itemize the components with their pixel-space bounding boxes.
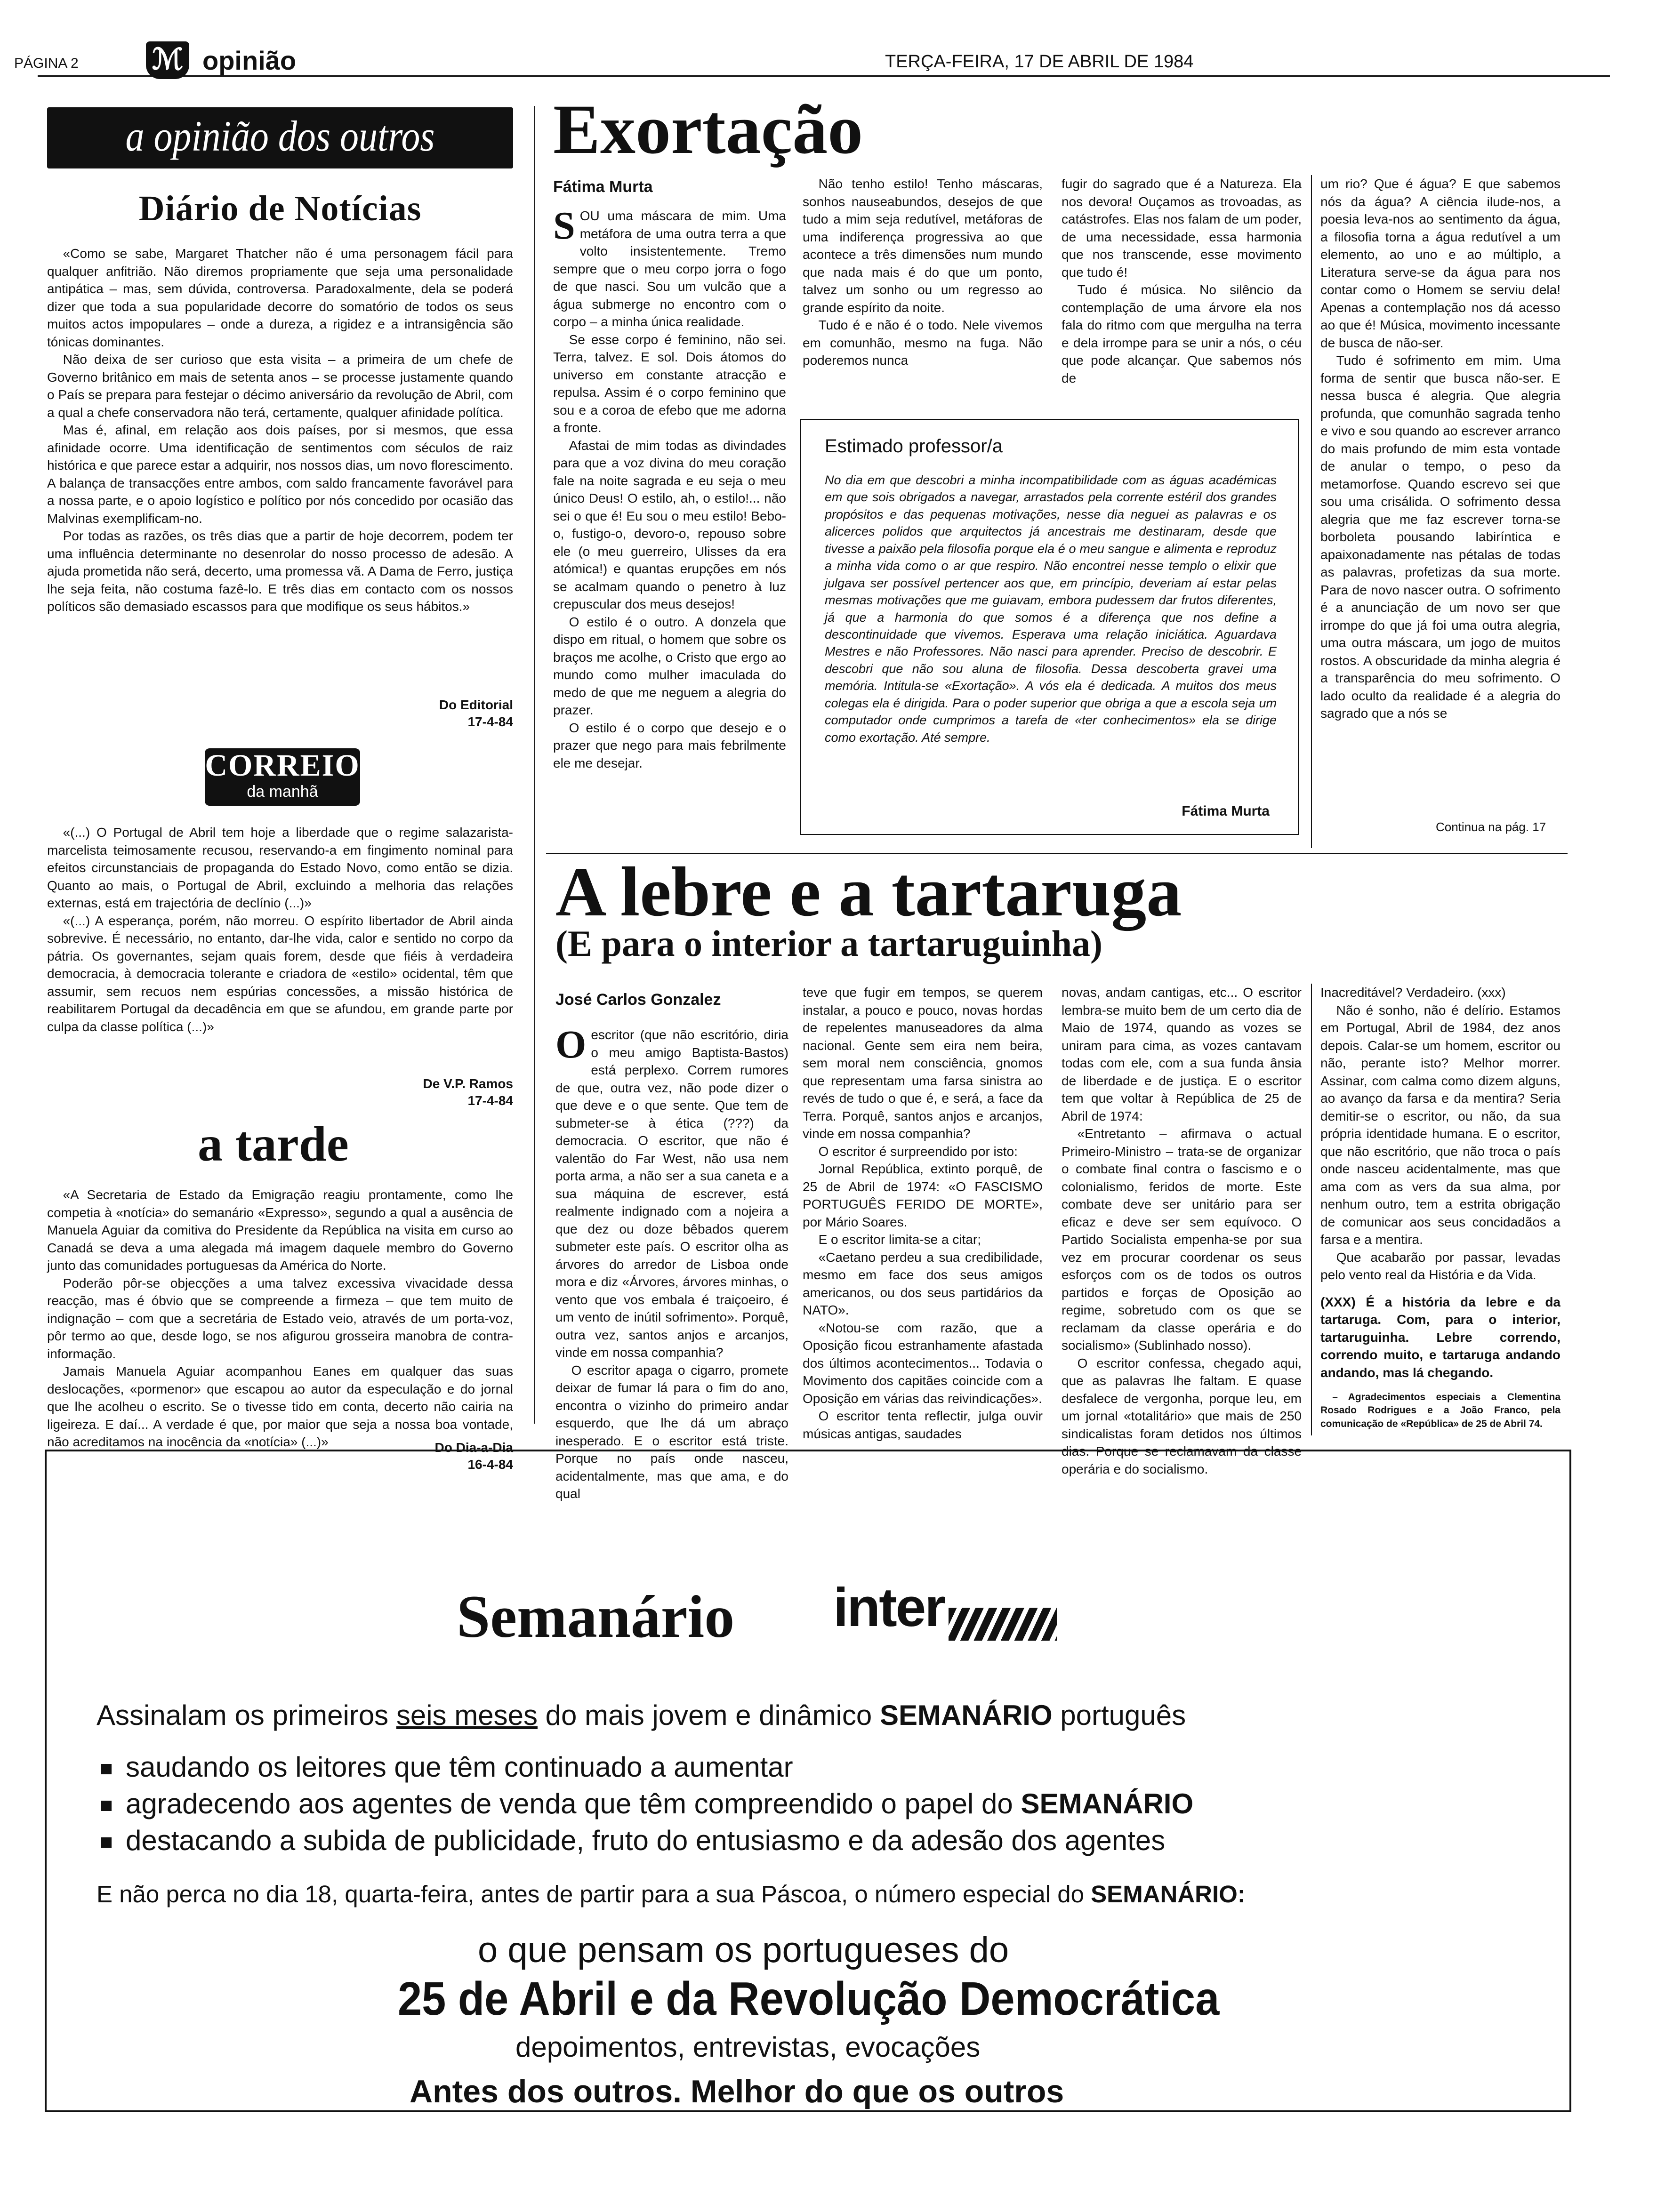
cm-date: 17-4-84: [467, 1093, 513, 1108]
lebre-paragraph: O escritor confessa, chegado aqui, que as palavras lhe faltam. E quase desfalece de vergonha, porque leu, em um jornal «totalitário» que mais de 250 sindicalistas foram detidos nos últimos dias. Porque se reclamavam da classe operária e do socialismo.: [1062, 1355, 1302, 1476]
ad-line3: o que pensam os portugueses do: [478, 1930, 1009, 1970]
ad-line2: E não perca no dia 18, quarta-feira, antes de partir para a sua Páscoa, o número especial do SEMANÁRIO:: [97, 1881, 1246, 1907]
opiniao-outros-banner: [47, 107, 513, 168]
lebre-paragraph: Não é sonho, não é delírio. Estamos em Portugal, Abril de 1984, dez anos depois. Calar-se um homem, escritor ou não, perante isto? Melhor morrer. Assinar, com calma como dizem alguns, ao avanço da farsa e da mentira? Seria demitir-se o escritor, ou não, da sua própria identidade humana. E o escritor, que não escritório, que não troca o país onde nasceu acidentalmente, mas que ama com as vers da sua alma, por nenhum outro, tem a estrita obrigação de comunicar aos seus concidadãos a farsa e a mentira.: [1320, 1002, 1560, 1247]
exortacao-author: Fátima Murta: [553, 178, 653, 196]
ad-brand2: inter: [833, 1577, 945, 1638]
lebre-paragraph: teve que fugir em tempos, se querem instalar, a pouco e pouco, novas hordas de repelentes manuseadores da alma nacional. Gente sem eira nem beira, sem moral nem consciência, gnomos que representam uma farsa sinistra ao revés de tudo o que é, e será, a face da Terra. Porquê, santos anjos e arcanjos, vinde em nossa companhia?: [803, 985, 1043, 1141]
ad-line1: Assinalam os primeiros seis meses do mais jovem e dinâmico SEMANÁRIO português: [97, 1699, 1186, 1731]
exortacao-paragraph: Tudo é sofrimento em mim. Uma forma de sentir que busca não-ser. E nessa busca é alegria. Que alegria profunda, que comunhão sagrada tenho e vivo e sou quando ao escrever arranco do mais profundo de mim esta vontade de anular o tempo, o peso da metamorfose. Quando escrevo sei que sou uma crisálida. O sofrimento dessa alegria que me faz escrever torna-se borboleta pousando labiríntica e apaixonadamente nas pétalas de todas as palavras, profetizas da sua morte. Para de novo nascer outra. O sofrimento é a anunciação de um novo ser que irrompe do que já foi uma outra alegria, uma outra máscara, um jogo de muitos rostos. A obscuridade da minha alegria é a transparência do meu sofrimento. O lado oculto da realidade é a alegria do sagrado que a nós se: [1320, 353, 1560, 721]
exortacao-col1: [553, 204, 786, 772]
a-tarde-masthead: a tarde: [198, 1116, 349, 1171]
banner-text: a opinião dos outros: [125, 112, 435, 160]
cm-paragraph: «(...) O Portugal de Abril tem hoje a liberdade que o regime salazarista-marcelista teimosamente recusou, reservando-a em fingimento nominal para efeitos circunstanciais de propaganda do Estado Novo, como então se dizia. Quanto ao mais, o Portugal de Abril, excluindo a melhoria das relações externas, está em trajectória de declínio (...)»: [47, 825, 513, 911]
lebre-paragraph: «Notou-se com razão, que a Oposição ficou estranhamente afastada dos últimos acontecimentos... Todavia o Movimento dos capitães coincide com a Oposição em várias das reivindicações».: [803, 1320, 1043, 1406]
ad-stripes-icon: [949, 1608, 1057, 1641]
continua-note: Continua na pág. 17: [1436, 820, 1546, 834]
estimado-professor-box: [800, 419, 1299, 835]
ad-inter-logo: [833, 1577, 1097, 1638]
at-source: Do Dia-a-Dia: [434, 1440, 513, 1455]
at-paragraph: «A Secretaria de Estado da Emigração reagiu prontamente, como lhe competia à «notícia» do semanário «Expresso», segundo a qual a ausência de Manuela Aguiar da comitiva do Presidente da República na visita em curso ao Canadá se deva a uma alegada má imagem daquele membro do Governo junto das comunidades portuguesas da América do Norte.: [47, 1187, 513, 1273]
exortacao-paragraph: fugir do sagrado que é a Natureza. Ela nos devora! Ouçamos as trovoadas, as catástrofes. Elas nos falam de um poder, de uma necessidade, essa harmonia que nos transcende, esse movimento que tudo é!: [1062, 176, 1302, 280]
box-signature: Fátima Murta: [1182, 803, 1270, 819]
exortacao-paragraph: Tudo é e não é o todo. Nele vivemos em comunhão, mesmo na fuga. Não poderemos nunca: [803, 318, 1043, 368]
lebre-title: A lebre e a tartaruga: [555, 853, 1182, 931]
exortacao-paragraph: Se esse corpo é feminino, não sei. Terra, talvez. E sol. Dois átomos do universo em constante atracção e repulsa. Assim é o corpo feminino que sou e a coroa de efebo que me adorna a fronte.: [553, 332, 786, 435]
dn-source: Do Editorial: [439, 697, 513, 712]
ad-line5: depoimentos, entrevistas, evocações: [515, 2031, 981, 2063]
lebre-col1: [555, 1023, 788, 1503]
lebre-paragraph: Que acabarão por passar, levadas pelo vento real da História e da Vida.: [1320, 1250, 1560, 1282]
dropcap-s: S: [553, 204, 575, 248]
lebre-paragraph: Jornal República, extinto porquê, de 25 de Abril de 1974: «O FASCISMO PORTUGUÊS FERIDO DE MORTE», por Mário Soares.: [803, 1162, 1043, 1229]
lebre-paragraph: «Entretanto – afirmava o actual Primeiro-Ministro – trata-se de organizar o combate final contra o fascismo e o colonialismo, feridos de morte. Este combate deve ser unitário para ser eficaz e deve ser sem equívoco. O Partido Socialista empenha-se por sua vez em procurar coordenar os seus esforços com os de todos os outros partidos e forças de Oposição ao regime, sobretudo com os que se reclamam da classe operária e do socialismo» (Sublinhado nosso).: [1062, 1126, 1302, 1353]
lebre-note: (XXX) É a história da lebre e da tartaruga. Com, para o interior, tartaruguinha. Lebre correndo, correndo muito, e tartaruga andando andando, mas lá chegando.: [1320, 1294, 1560, 1380]
bullet-icon: [101, 1801, 112, 1811]
ad-line4: 25 de Abril e da Revolução Democrática: [398, 1972, 1220, 2025]
exortacao-col2: [803, 175, 1043, 369]
ad-bullet: destacando a subida de publicidade, fruto do entusiasmo e da adesão dos agentes: [101, 1824, 1165, 1857]
box-title: Estimado professor/a: [825, 436, 1003, 457]
cm-source: De V.P. Ramos: [423, 1076, 513, 1091]
box-text: No dia em que descobri a minha incompatibilidade com as águas académicas em que sois obrigados a navegar, arrastados pela corrente estéril dos grandes propósitos e das pequenas motivações, nesse dia neguei as palavras e os alicerces polidos que arquitectos já ancestrais me destinaram, desde que tivesse a paixão pela filosofia porque ela é o meu sangue e alimenta e reproduz a minha vida como o ar que respiro. Não encontrei nesse templo o elixir que julgava ser possível pertencer aos que, em princípio, deveriam aí estar pelas mesmas motivações que me guiavam, embora pudessem dar frutos diferentes, já que a harmonia do que somos é a diferença que nos define a descontinuidade que vivemos. Esperava uma relação iniciática. Aguardava Mestres e não Professores. Não nasci para aprender. Preciso de descobrir. E descobri que não sou aluna de filosofia. Dessa descoberta gravei uma memória. Intitula-se «Exortação». A vós ela é dedicada. A muitos dos meus colegas ela é dirigida. Para o poder superior que obriga a que a escola seja um computador onde cumprimos a tarefa de «ter conhecimentos» ela se dirige como exortação. Até sempre.: [825, 473, 1277, 745]
exortacao-col3: [1062, 175, 1302, 387]
sidebar-divider: [534, 106, 535, 1424]
lebre-col4: [1320, 984, 1560, 1431]
cm-logo-top: CORREIO: [205, 748, 360, 783]
dn-article: [47, 245, 513, 616]
lebre-paragraph: «Caetano perdeu a sua credibilidade, mesmo em face dos seus amigos americanos, ou dos seus partidários da NATO».: [803, 1250, 1043, 1318]
at-paragraph: Poderão pôr-se objecções a uma talvez excessiva vivacidade dessa reacção, mas é óbvio que se compreende a firmeza – que tem muito de indignação – com que a secretária de Estado veio, através de um porta-voz, pôr termo ao que, desde logo, se nos afigurou grosseira manobra de contra-informação.: [47, 1275, 513, 1361]
correio-manha-logo: [205, 748, 360, 806]
ad-bullet: saudando os leitores que têm continuado a aumentar: [101, 1751, 793, 1783]
lebre-author: José Carlos Gonzalez: [555, 991, 721, 1009]
lebre-col-divider: [1311, 984, 1312, 1435]
ad-line6: Antes dos outros. Melhor do que os outros: [410, 2074, 1064, 2109]
section-title: opinião: [202, 46, 297, 75]
dn-date: 17-4-84: [467, 714, 513, 729]
section-logo-icon: ℳ: [146, 41, 189, 79]
bullet-icon: [101, 1764, 112, 1774]
cm-paragraph: «(...) A esperança, porém, não morreu. O espírito libertador de Abril ainda sobrevive. É necessário, no entanto, dar-lhe vida, calor e sentido no corpo da pátria. Os governantes, sejam quais forem, desde que fiéis à verdadeira democracia, à democracia tolerante e criadora de «estilo» ocidental, têm que assumir, sem recuos nem espúrias concessões, a missão histórica de reabilitarem Portugal da decadência em que se afundou, em grande parte por culpa da classe política (...)»: [47, 913, 513, 1034]
lebre-col3: [1062, 984, 1302, 1478]
lebre-paragraph: O escritor tenta reflectir, julga ouvir músicas antigas, saudades: [803, 1409, 1043, 1441]
exortacao-paragraph: um rio? Que é água? E que sabemos nós da água? A ciência ilude-nos, a poesia leva-nos ao sentimento da água, a filosofia torna a água redutível a um elemento, ao uno e ao múltiplo, a Literatura serve-se da água para nos contar como o Homem se serviu dela! Apenas a contemplação nos dá acesso ao que é! Música, movimento incessante de busca de não-ser.: [1320, 176, 1560, 350]
header-rule: [38, 75, 1610, 77]
cm-article: [47, 824, 513, 1035]
at-paragraph: Jamais Manuela Aguiar acompanhou Eanes em qualquer das suas deslocações, «pormenor» que escapou ao autor da especulação e do jornal que lhe acolheu o escrito. Se o tivesse tido em conta, decerto não cairia na ligeireza. E daí... A verdade é que, por maior que seja a nossa boa vontade, não acreditamos na inocência da «notícia» (...)»: [47, 1364, 513, 1450]
lebre-ack: – Agradecimentos especiais a Clementina Rosado Rodrigues e a João Franco, pela comunicação de «República» de 25 de Abril 74.: [1320, 1392, 1560, 1429]
exortacao-paragraph: SOU uma máscara de mim. Uma metáfora de uma outra terra a que volto insistentemente. Tremo sempre que o meu corpo jorra o fogo de que nasci. Sou um vulcão que a água submerge no encontro com o corpo – a minha única realidade.: [553, 204, 786, 329]
exortacao-col-divider: [1311, 175, 1312, 848]
exortacao-paragraph: O estilo é o outro. A donzela que dispo em ritual, o homem que sobre os braços me acolhe, o Cristo que ergo ao mundo como mulher imaculada do medo de que me neguem a alegria do prazer.: [553, 614, 786, 718]
bullet-icon: [101, 1837, 112, 1848]
cm-logo-bottom: da manhã: [247, 783, 318, 801]
lebre-col2: [803, 984, 1043, 1443]
exortacao-title: Exortação: [553, 90, 863, 168]
lebre-paragraph: O escritor apaga o cigarro, promete deixar de fumar lá para o fim do ano, encontra o vizinho do primeiro andar esquerdo, que lhe dá um abraço inesperado. E o escritor está triste. Porque no país onde nasceu, acidentalmente, mas que ama, e do qual: [555, 1362, 788, 1501]
dn-masthead: Diário de Notícias: [138, 189, 422, 228]
at-date: 16-4-84: [467, 1457, 513, 1472]
exortacao-col4: [1320, 175, 1560, 722]
lebre-subtitle: (E para o interior a tartaruguinha): [555, 923, 1103, 964]
dn-paragraph: Não deixa de ser curioso que esta visita – a primeira de um chefe de Governo britânico em mais de setenta anos – se processe justamente quando o País se prepara para festejar o décimo aniversário da revolução de Abril, com a qual a chefe conservadora não terá, certamente, qualquer afinidade política.: [47, 352, 513, 420]
exortacao-paragraph: O estilo é o corpo que desejo e o prazer que nego para mais febrilmente ele me desejar.: [553, 720, 786, 770]
lebre-paragraph: O escritor (que não escritório, diria o meu amigo Baptista-Bastos) está perplexo. Correm rumores de que, outra vez, não pode dizer o que deve e o que sente. Que tem de submeter-se à ética (???) da democracia. O escritor, que não é valentão do Far West, não usa nem porta arma, a não ser a sua caneta e a sua máquina de escrever, está realmente indignado com a nojeira a que dez ou doze bêbados querem submeter este país. O escritor olha as árvores do arredor de Lisboa onde mora e diz «Árvores, árvores minhas, o vento que vos embala é traiçoeiro, é um vento de inútil sofrimento». Porquê, outra vez, santos anjos e arcanjos, vinde em nossa companhia?: [555, 1023, 788, 1360]
at-article: [47, 1186, 513, 1451]
dropcap-o: O: [555, 1023, 587, 1066]
dn-paragraph: «Como se sabe, Margaret Thatcher não é uma personagem fácil para qualquer anfitrião. Não diremos propriamente que seja uma personalidade antipática – mas, sem dúvida, controversa. Paradoxalmente, dela se poderá dizer que toda a sua popularidade decorre do somatório de todos os seus muitos actos impopulares – onde a dureza, a rigidez e a intransigência são tónicas dominantes.: [47, 246, 513, 349]
lebre-paragraph: Inacreditável? Verdadeiro. (xxx): [1320, 985, 1506, 1000]
lebre-paragraph: novas, andam cantigas, etc... O escritor lembra-se muito bem de um certo dia de Maio de 1974, quando as vozes se uniram para cima, as vozes cantavam todas com ele, com a sua funda ânsia de liberdade e de justiça. E o escritor tem que voltar à República de 25 de Abril de 1974:: [1062, 985, 1302, 1123]
exortacao-paragraph: Tudo é música. No silêncio da contemplação de uma árvore ela nos fala do ritmo com que mergulha na terra e dela irrompe para se unir a nós, o céu que pode alcançar. Que sabemos nós de: [1062, 282, 1302, 385]
ad-brand: Semanário: [457, 1583, 735, 1650]
dn-signature: [330, 697, 513, 731]
lebre-paragraph: E o escritor limita-se a citar;: [818, 1232, 981, 1247]
exortacao-paragraph: Afastai de mim todas as divindades para que a voz divina do meu coração fale na noite sagrada e eu seja o meu único Deus! O estilo, ah, o estilo!... não sei o que é! Eu sou o meu estilo! Bebo-o, fustigo-o, devoro-o, repouso sobre ele (o meu guerreiro, Ulisses da era atómica!) e quantas erupções em nós se acalmam quando o penetro à luz crepuscular dos meus desejos!: [553, 438, 786, 612]
lebre-paragraph: O escritor é surpreendido por isto:: [818, 1144, 1018, 1159]
page-date: TERÇA-FEIRA, 17 DE ABRIL DE 1984: [885, 52, 1194, 72]
dn-paragraph: Por todas as razões, os três dias que a partir de hoje decorrem, podem ter uma influência determinante no desenrolar do nosso processo de adesão. A ajuda prometida não será, decerto, uma promessa vã. A Dama de Ferro, justiça lhe seja feita, não costuma fazê-lo. E três dias em contacto com os nossos políticos são demasiado escassos para que modifique os seus hábitos.»: [47, 529, 513, 614]
cm-signature: [330, 1075, 513, 1110]
page-number: PÁGINA 2: [14, 56, 79, 71]
ad-bullet: agradecendo aos agentes de venda que têm compreendido o papel do SEMANÁRIO: [101, 1787, 1193, 1820]
exortacao-paragraph: Não tenho estilo! Tenho máscaras, sonhos nauseabundos, desejos de que tudo a mim seja redutível, metáforas de uma indiferença progressiva ao que acontece a três dimensões num mundo que nada mais é do que um ponto, talvez um sonho ou um regresso ao grande espírito da noite.: [803, 176, 1043, 315]
dn-paragraph: Mas é, afinal, em relação aos dois países, por si mesmos, que essa afinidade ocorre. Uma identificação de sentimentos com séculos de raiz histórica e que parece estar a adquirir, nos nossos dias, um novo florescimento. A balança de transacções entre ambos, com saldo francamente favorável para a nossa parte, e o apoio logístico e político por nós concedido por ocasião das Malvinas exemplificam-no.: [47, 423, 513, 526]
